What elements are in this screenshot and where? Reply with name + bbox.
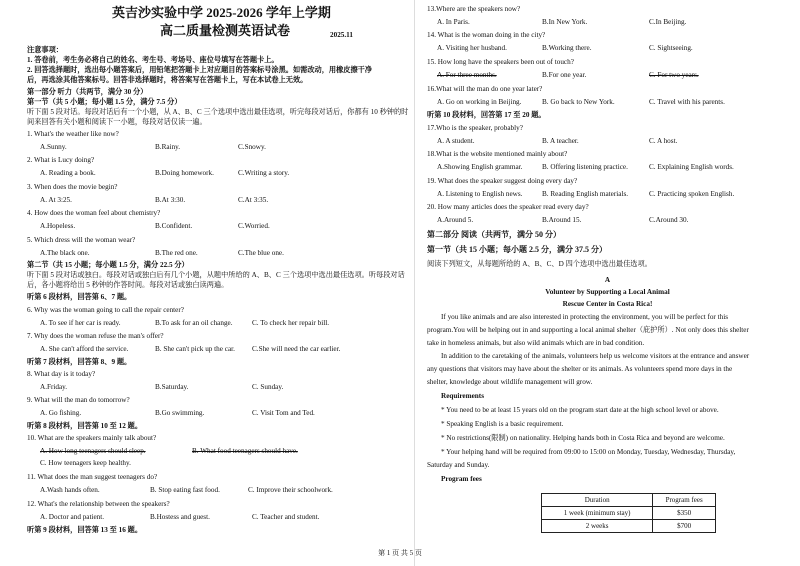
passage-title: Volunteer by Supporting a Local Animal [545, 288, 670, 296]
option-b[interactable]: B.At 3:30. [155, 196, 186, 204]
fees-cell: $700 [653, 520, 716, 533]
requirement-item: * No restrictions(限制) on nationality. Helping hands both in Costa Rica and beyond are welcome. [441, 434, 725, 442]
question: 15. How long have the speakers been out of touch? [427, 58, 574, 66]
option-b[interactable]: B.To ask for an oil change. [155, 319, 233, 327]
passage-letter: A [604, 276, 611, 284]
exam-date: 2025.11 [330, 31, 353, 39]
option-a[interactable]: A. A student. [437, 137, 475, 145]
page-footer: 第 1 页 共 5 页 [378, 549, 422, 557]
question: 16.What will the man do one year later? [427, 85, 543, 93]
passage-text: any questions that visitors may have about the shelter or its animals. As volunteers spend more days in the [427, 365, 733, 373]
part1-section1-instructions: 间来回答有关小题和阅读下一小题，每段对话仅读一遍。 [27, 118, 207, 126]
listen-label: 听第 8 段材料，回答第 10 至 12 题。 [27, 422, 143, 430]
option-b[interactable]: B.Saturday. [155, 383, 189, 391]
option-a[interactable]: A. Go on working in Beijing. [437, 98, 522, 106]
option-c[interactable]: C. Sightseeing. [649, 44, 693, 52]
part2-section1-heading: 第一节（共 15 小题；每小题 2.5 分，满分 37.5 分） [427, 245, 607, 254]
question: 9. What will the man do tomorrow? [27, 396, 130, 404]
question: 6. Why was the woman going to call the repair center? [27, 306, 184, 314]
option-b[interactable]: B.In New York. [542, 18, 588, 26]
part1-section2-instructions: 后，各小题将给出 5 秒钟的作答时间。每段对话或独白读两遍。 [27, 281, 229, 289]
listen-label: 听第 9 段材料，回答第 13 至 16 题。 [27, 526, 143, 534]
fees-cell: $350 [653, 507, 716, 520]
question: 4. How does the woman feel about chemistry? [27, 209, 161, 217]
fees-heading: Program fees [441, 475, 482, 483]
option-a[interactable]: A.Hopeless. [40, 222, 76, 230]
option-b[interactable]: B. Offering listening practice. [542, 163, 628, 171]
question: 5. Which dress will the woman wear? [27, 236, 136, 244]
option-b[interactable]: B.Around 15. [542, 216, 582, 224]
option-b[interactable]: B.Working there. [542, 44, 592, 52]
fees-header-fees: Program fees [653, 494, 716, 507]
notice-item: 2. 回答选择题时，选出每小题答案后，用铅笔把答题卡上对应题目的答案标号涂黑。如需改动，用橡皮擦干净 [27, 66, 373, 74]
option-c[interactable]: C.Worried. [238, 222, 270, 230]
question: 13.Where are the speakers now? [427, 5, 521, 13]
option-a[interactable]: A. For three months. [437, 71, 497, 79]
question: 20. How many articles does the speaker read every day? [427, 203, 589, 211]
exam-subtitle: 高二质量检测英语试卷 [160, 23, 291, 38]
option-a[interactable]: A.Showing English grammar. [437, 163, 523, 171]
option-a[interactable]: A. How long teenagers should sleep. [40, 447, 146, 455]
fees-cell: 1 week (minimum stay) [542, 507, 653, 520]
option-a[interactable]: A. She can't afford the service. [40, 345, 129, 353]
fees-header-duration: Duration [542, 494, 653, 507]
option-a[interactable]: A. Reading a book. [40, 169, 96, 177]
option-a[interactable]: A.Around 5. [437, 216, 474, 224]
listen-label: 听第 10 段材料，回答第 17 至 20 题。 [427, 111, 546, 119]
question: 7. Why does the woman refuse the man's offer? [27, 332, 164, 340]
part1-section1-instructions: 听下面 5 段对话。每段对话后有一个小题，从 A、B、C 三个选项中选出最佳选项，听完每段对话后，你都有 10 秒钟的时 [27, 108, 409, 116]
option-c[interactable]: C. A host. [649, 137, 678, 145]
option-c[interactable]: C. Explaining English words. [649, 163, 734, 171]
option-c[interactable]: C.Around 30. [649, 216, 689, 224]
part1-section1-heading: 第一节（共 5 小题；每小题 1.5 分，满分 7.5 分） [27, 98, 182, 106]
option-c[interactable]: C. Travel with his parents. [649, 98, 725, 106]
option-c[interactable]: C.Writing a story. [238, 169, 290, 177]
question: 1. What's the weather like now? [27, 130, 119, 138]
passage-text: program.You will be helping out in and supporting a local animal shelter（庇护所）. Not only does this shelter [427, 326, 749, 334]
option-a[interactable]: A. Visiting her husband. [437, 44, 507, 52]
requirement-item: Saturday and Sunday. [427, 461, 490, 469]
requirements-heading: Requirements [441, 392, 484, 400]
question: 3. When does the movie begin? [27, 183, 118, 191]
option-c[interactable]: C. How teenagers keep healthy. [40, 459, 131, 467]
question: 10. What are the speakers mainly talk about? [27, 434, 157, 442]
option-a[interactable]: A. Doctor and patient. [40, 513, 105, 521]
option-b[interactable]: B. Go back to New York. [542, 98, 615, 106]
option-c[interactable]: C. Teacher and student. [252, 513, 320, 521]
option-c[interactable]: C. To check her repair bill. [252, 319, 330, 327]
option-c[interactable]: C.Snowy. [238, 143, 266, 151]
part2-heading: 第二部分 阅读（共两节，满分 50 分） [427, 230, 561, 239]
option-b[interactable]: B.Go swimming. [155, 409, 205, 417]
option-c[interactable]: C.She will need the car earlier. [252, 345, 341, 353]
listen-label: 听第 6 段材料，回答第 6、7 题。 [27, 293, 132, 301]
option-a[interactable]: A. Listening to English news. [437, 190, 523, 198]
option-c[interactable]: C.The blue one. [238, 249, 284, 257]
part1-section2-instructions: 听下面 5 段对话或独白。每段对话或独白后有几个小题，从题中所给的 A、B、C 三个选项中选出最佳选项。听每段对话 [27, 271, 405, 279]
option-a[interactable]: A.Friday. [40, 383, 68, 391]
option-b[interactable]: B.Doing homework. [155, 169, 214, 177]
fees-cell: 2 weeks [542, 520, 653, 533]
option-b[interactable]: B.Hostess and guest. [150, 513, 210, 521]
passage-text: shelter, knowledge about wildlife management will grow. [427, 378, 593, 386]
option-c[interactable]: C. Sunday. [252, 383, 284, 391]
option-c[interactable]: C. For two years. [649, 71, 699, 79]
option-b[interactable]: B. Reading English materials. [542, 190, 629, 198]
notice-heading: 注意事项： [27, 46, 63, 54]
option-b[interactable]: B.Rainy. [155, 143, 181, 151]
question: 8. What day is it today? [27, 370, 96, 378]
table-row [542, 507, 716, 520]
option-b[interactable]: B. She can't pick up the car. [155, 345, 235, 353]
requirement-item: * Your helping hand will be required from 09:00 to 15:00 on Monday, Tuesday, Wednesday, Thursday, [441, 448, 736, 456]
notice-item: 1. 答卷前，考生务必将自己的姓名、考生号、考场号、座位号填写在答题卡上。 [27, 56, 279, 64]
part2-instructions: 阅读下列短文，从每题所给的 A、B、C、D 四个选项中选出最佳选项。 [427, 260, 652, 268]
option-a[interactable]: A. Go fishing. [40, 409, 82, 417]
question: 11. What does the man suggest teenagers do? [27, 473, 158, 481]
part1-section2-heading: 第二节（共 15 小题；每小题 1.5 分，满分 22.5 分） [27, 261, 189, 269]
question: 12. What's the relationship between the speakers? [27, 500, 170, 508]
option-a[interactable]: A.Wash hands often. [40, 486, 100, 494]
part1-heading: 第一部分 听力（共两节，满分 30 分） [27, 88, 148, 96]
option-b[interactable]: B. What food teenagers should have. [192, 447, 298, 455]
option-a[interactable]: A.The black one. [40, 249, 90, 257]
passage-title: Rescue Center in Costa Rica! [562, 300, 653, 308]
listen-label: 听第 7 段材料，回答第 8、9 题。 [27, 358, 132, 366]
passage-text: In addition to the caretaking of the animals, volunteers help us welcome visitors at the entrance and answer [441, 352, 750, 360]
option-a[interactable]: A. To see if her car is ready. [40, 319, 121, 327]
option-b[interactable]: B.The red one. [155, 249, 198, 257]
passage-text: take in homeless animals, but also wild animals which are in bad condition. [427, 339, 645, 347]
table-row [542, 520, 716, 533]
exam-title: 英吉沙实验中学 2025-2026 学年上学期 [112, 5, 331, 20]
option-c[interactable]: C. Improve their schoolwork. [248, 486, 333, 494]
question: 14. What is the woman doing in the city? [427, 31, 546, 39]
option-c[interactable]: C.At 3:35. [238, 196, 269, 204]
question: 18.What is the website mentioned mainly about? [427, 150, 568, 158]
notice-item: 后，再选涂其他答案标号。回答非选择题时，将答案写在答题卡上，写在本试卷上无效。 [27, 76, 308, 84]
option-b[interactable]: B. A teacher. [542, 137, 579, 145]
passage-text: If you like animals and are also interested in protecting the environment, you will be perfect for this [441, 313, 729, 321]
option-b[interactable]: B.Confident. [155, 222, 193, 230]
option-b[interactable]: B.For one year. [542, 71, 587, 79]
option-a[interactable]: A. At 3:25. [40, 196, 72, 204]
option-c[interactable]: C.In Beijing. [649, 18, 687, 26]
option-c[interactable]: C. Visit Tom and Ted. [252, 409, 315, 417]
option-a[interactable]: A.Sunny. [40, 143, 67, 151]
question: 19. What does the speaker suggest doing every day? [427, 177, 578, 185]
question: 2. What is Lucy doing? [27, 156, 95, 164]
fees-table [541, 493, 716, 533]
option-a[interactable]: A. In Paris. [437, 18, 470, 26]
requirement-item: * Speaking English is a basic requirement. [441, 420, 564, 428]
question: 17.Who is the speaker, probably? [427, 124, 523, 132]
option-b[interactable]: B. Stop eating fast food. [150, 486, 220, 494]
option-c[interactable]: C. Practicing spoken English. [649, 190, 735, 198]
requirement-item: * You need to be at least 15 years old on the program start date at the high school level or above. [441, 406, 719, 414]
